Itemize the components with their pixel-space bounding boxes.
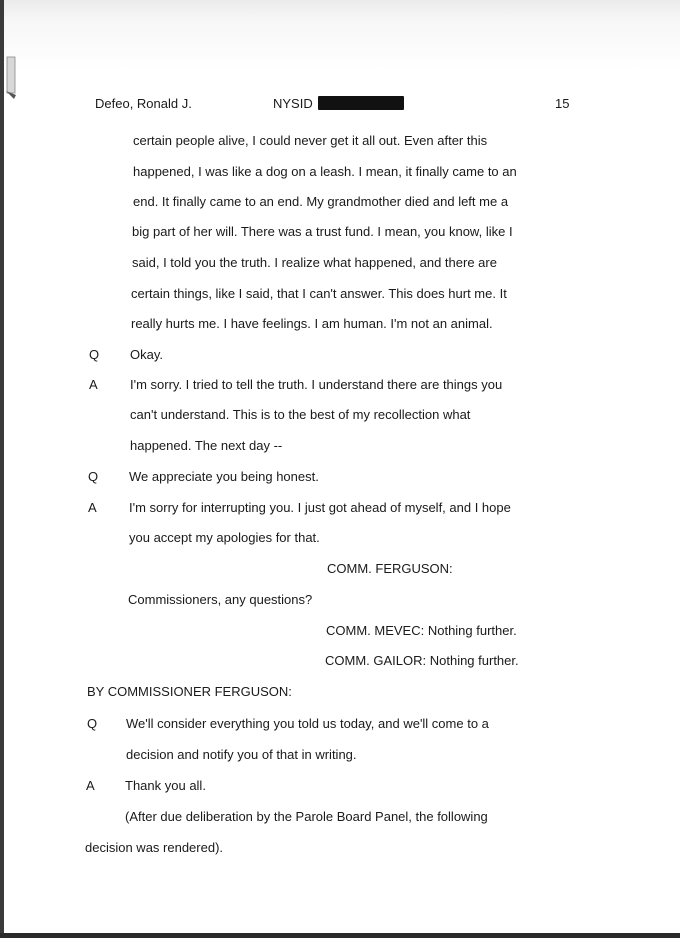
ferguson-question: Commissioners, any questions? bbox=[128, 592, 313, 607]
a-label: A bbox=[89, 377, 98, 392]
a-text-line: you accept my apologies for that. bbox=[129, 530, 320, 545]
a-text-line: I'm sorry for interrupting you. I just got ahead of myself, and I hope bbox=[129, 500, 511, 515]
a-text: Thank you all. bbox=[125, 778, 206, 793]
mevec-response: COMM. MEVEC: Nothing further. bbox=[326, 623, 517, 638]
answer-cont-line: really hurts me. I have feelings. I am human. I'm not an animal. bbox=[131, 316, 493, 331]
redaction-bar bbox=[318, 96, 404, 110]
a-label: A bbox=[88, 500, 97, 515]
q-text: Okay. bbox=[130, 347, 163, 362]
page-number: 15 bbox=[555, 96, 570, 111]
q-label: Q bbox=[89, 347, 100, 362]
speaker-ferguson: COMM. FERGUSON: bbox=[327, 561, 453, 576]
header-name: Defeo, Ronald J. bbox=[95, 96, 192, 111]
by-commissioner-line: BY COMMISSIONER FERGUSON: bbox=[87, 684, 292, 699]
gailor-response: COMM. GAILOR: Nothing further. bbox=[325, 653, 519, 668]
scan-bottom-edge bbox=[0, 933, 680, 938]
scan-top-shading bbox=[0, 0, 680, 20]
q-label: Q bbox=[87, 716, 98, 731]
a-text-line: I'm sorry. I tried to tell the truth. I understand there are things you bbox=[130, 377, 503, 392]
q-text-line: We'll consider everything you told us today, and we'll come to a bbox=[126, 716, 489, 731]
a-text-line: can't understand. This is to the best of my recollection what bbox=[130, 407, 471, 422]
header-nysid-label: NYSID bbox=[273, 96, 313, 111]
answer-cont-line: end. It finally came to an end. My grandmother died and left me a bbox=[133, 194, 509, 209]
answer-cont-line: certain things, like I said, that I can't answer. This does hurt me. It bbox=[131, 286, 507, 301]
q-label: Q bbox=[88, 469, 99, 484]
answer-cont-line: happened, I was like a dog on a leash. I mean, it finally came to an bbox=[133, 164, 517, 179]
q-text: We appreciate you being honest. bbox=[129, 469, 319, 484]
answer-cont-line: big part of her will. There was a trust fund. I mean, you know, like I bbox=[132, 224, 513, 239]
scan-left-edge bbox=[0, 0, 4, 938]
a-label: A bbox=[86, 778, 95, 793]
answer-cont-line: said, I told you the truth. I realize what happened, and there are bbox=[132, 255, 497, 270]
answer-cont-line: certain people alive, I could never get it all out. Even after this bbox=[133, 133, 488, 148]
closing-line: decision was rendered). bbox=[85, 840, 224, 855]
a-text-line: happened. The next day -- bbox=[130, 438, 283, 453]
staple-mark bbox=[4, 55, 18, 103]
q-text-line: decision and notify you of that in writing. bbox=[126, 747, 357, 762]
closing-line: (After due deliberation by the Parole Board Panel, the following bbox=[125, 809, 488, 824]
